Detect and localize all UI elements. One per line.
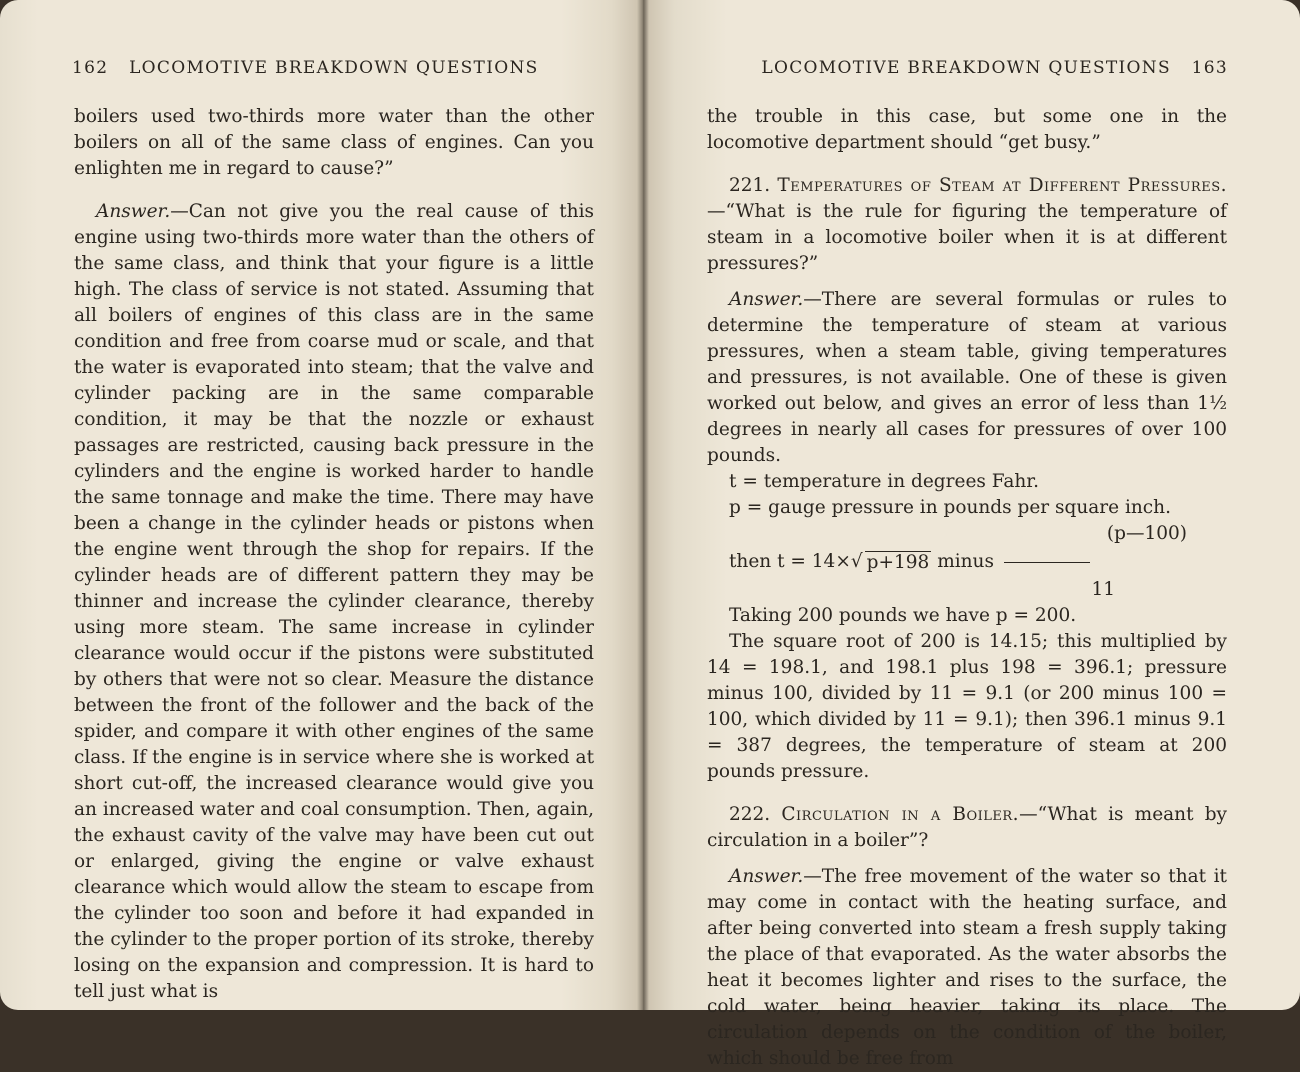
section-221-question-text: —“What is the rule for figuring the temperature of steam in a locomotive boiler when it is at different pressures?” <box>707 201 1227 274</box>
section-222-number: 222. <box>729 804 771 825</box>
example-paragraph-2: The square root of 200 is 14.15; this multiplied by 14 = 198.1, and 198.1 plus 198 = 396.1; pressure minus 100, divided by 11 = 9.1 (or 200 minus 100 = 100, which divided by 11 = 9.1); then 396.1 minus 9.1 = 387 degrees, the temperature of steam at 200 pounds pressure. <box>707 631 1227 782</box>
right-page-text <box>707 104 1227 1072</box>
section-222-answer <box>707 864 1227 1072</box>
right-page <box>649 0 1300 1069</box>
section-222-title: Circulation in a Boiler. <box>781 804 1020 825</box>
left-page-number: 162 <box>72 58 109 78</box>
section-221-answer-label: Answer. <box>729 289 804 310</box>
section-221-answer-text: —There are several formulas or rules to determine the temperature of steam at various pressures, when a steam table, giving temperatures and pressures, is not available. One of these is given worked out below, and gives an error of less than 1½ degrees in nearly all cases for pressures of over 100 pounds. <box>707 289 1227 466</box>
right-intro-paragraph: the trouble in this case, but some one in the locomotive department should “get busy.” <box>707 106 1227 153</box>
left-page <box>0 0 637 1010</box>
section-221-number: 221. <box>729 175 771 196</box>
square-root-icon: √ <box>850 551 863 572</box>
definition-p: p = gauge pressure in pounds per square inch. <box>729 497 1171 518</box>
left-running-title: LOCOMOTIVE BREAKDOWN QUESTIONS <box>129 58 539 78</box>
formula-denominator: 11 <box>1091 579 1115 600</box>
section-221-title: Temperatures of Steam at Different Pressures. <box>777 175 1227 196</box>
book-gutter <box>637 0 649 1010</box>
example-line-1: Taking 200 pounds we have p = 200. <box>729 605 1077 626</box>
left-page-text <box>74 104 594 1005</box>
answer-label: Answer. <box>96 201 171 222</box>
section-221-question <box>707 173 1227 277</box>
left-running-head <box>72 58 539 78</box>
left-answer-text: —Can not give you the real cause of this engine using two-thirds more water than the others of the same class, and think that your figure is a little high. The class of service is not stated. Assuming that all boilers of engines of this class are in the same condition and free from coarse mud or scale, and that the water is evaporated into steam; that the valve and cylinder packing are in the same comparable condition, it may be that the nozzle or exhaust passages are restricted, causing back pressure in the cylinders and the engine is worked harder to handle the same tonnage and make the time. There may have been a change in the cylinder heads or pistons when the engine went through the shop for repairs. If the cylinder heads are of different pattern they may be thinner and increase the cylinder clearance, thereby using more steam. The same increase in cylinder clearance would occur if the pistons were substituted by others that were not so clear. Measure the distance between the front of the follower and the back of the spider, and compare it with other engines of the same class. If the engine is in service where she is worked at short cut-off, the increased clearance would give you an increased water and coal consumption. Then, again, the exhaust cavity of the valve may have been cut out or enlarged, giving the engine or valve exhaust clearance which would allow the steam to escape from the cylinder too soon and before it had expanded in the cylinder to the proper portion of its stroke, thereby losing on the expansion and compression. It is hard to tell just what is <box>74 201 594 1002</box>
formula-numerator: (p—100) <box>1106 523 1187 544</box>
fraction-bar <box>1004 562 1090 563</box>
definition-t: t = temperature in degrees Fahr. <box>729 471 1039 492</box>
left-answer-paragraph <box>74 199 594 1005</box>
section-222-answer-label: Answer. <box>729 866 804 887</box>
section-222-question <box>707 802 1227 854</box>
left-paragraph-continued: boilers used two-thirds more water than the other boilers on all of the same class of engines. Can you enlighten me in regard to cause?” <box>74 106 594 179</box>
right-running-head <box>761 58 1228 78</box>
section-221-answer <box>707 287 1227 469</box>
formula-line <box>707 547 1227 577</box>
right-running-title: LOCOMOTIVE BREAKDOWN QUESTIONS <box>761 58 1171 78</box>
formula-radicand: p+198 <box>866 551 930 573</box>
formula-prefix: then t = 14× <box>729 551 851 572</box>
formula-suffix: minus <box>937 551 994 572</box>
section-222-question-text: —“What is meant by circulation in a boiler”? <box>707 804 1227 851</box>
right-page-number: 163 <box>1191 58 1228 78</box>
section-222-answer-text: —The free movement of the water so that it may come in contact with the heating surface, and after being converted into steam a fresh supply taking the place of that evaporated. As the water absorbs the heat it becomes lighter and rises to the surface, the cold water, being heavier, taking its place. The circulation depends on the condition of the boiler, which should be free from <box>707 866 1227 1069</box>
